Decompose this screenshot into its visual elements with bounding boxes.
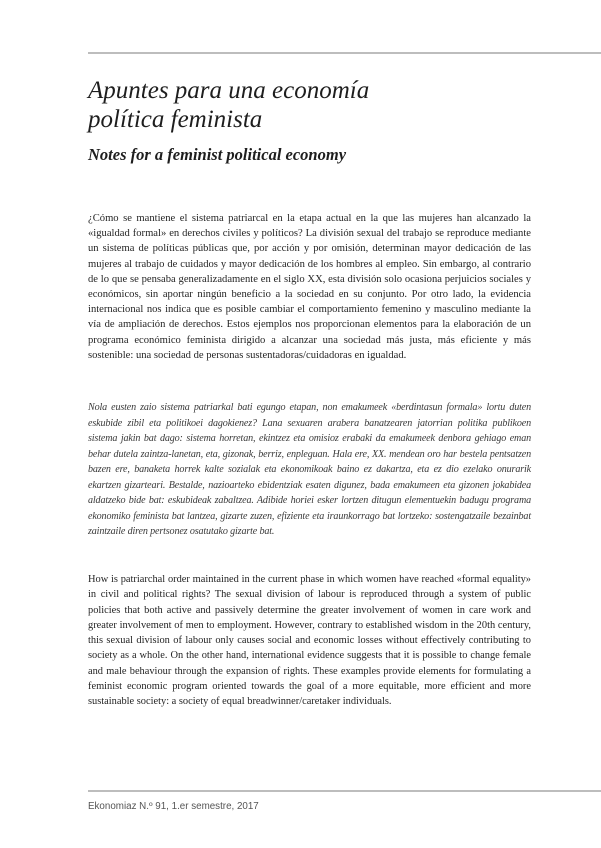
footer-rule <box>88 790 601 792</box>
abstract-spanish: ¿Cómo se mantiene el sistema patriarcal en la etapa actual en la que las mujeres han alcanzado la «igualdad formal» en derechos civiles y políticos? La división sexual del trabajo se reproduce mediante un sistema de políticas públicas que, por acción y por omisión, determinan mayor dedicación de las mujeres al trabajo de cuidados y mayor dedicación de los hombres al empleo. Sin embargo, al contrario de lo que se pensaba generalizadamente en el siglo XX, esta división solo ocasiona perjuicios sociales y económicos, sin aportar ningún beneficio a la sociedad en su conjunto. Por otro lado, la evidencia internacional nos indica que es posible cambiar el comportamiento femenino y masculino mediante la vía de ampliación de derechos. Estos ejemplos nos proporcionan elementos para la elaboración de un programa económico feminista dirigido a alcanzar una sociedad más justa, más eficiente y más sostenible: una sociedad de personas sustentadoras/cuidadoras en igualdad. <box>88 213 531 361</box>
abstract-basque: Nola eusten zaio sistema patriarkal bati egungo etapan, non emakumeek «berdintasun formala» lortu duten eskubide zibil eta politikoei dagokienez? Lana sexuaren arabera banatzearen jatorrian politika publikoen sistema jakin bat dago: sistema horretan, ekintzez eta omisioz erabaki da emakumeek denbora gehiago eman behar dutela zaintza-lanetan, eta, gizonak, berriz, enpleguan. Hala ere, XX. mendean oro har bestela pentsatzen bazen ere, banaketa horrek kalte sozialak eta ekonomikoak baino ez dakartza, eta ez dio ezelako onurarik ekartzen gizarteari. Bestalde, nazioarteko ebidentziak esaten digunez, bada emakumeen eta gizonen jokabidea aldatzeko bide bat: eskubideak zabaltzea. Adibide horiei esker lortzen ditugun elementuekin badugu programa ekonomiko feminista bat lantzea, gizarte zuzen, efiziente eta iraunkorrago bat lortzeko: sostengatzaile bezainbat zaintzaile diren pertsonez osatutako gizarte bat. <box>88 402 531 537</box>
article-title-line-2: política feminista <box>88 106 263 133</box>
footer-citation: Ekonomiaz N.º 91, 1.er semestre, 2017 <box>88 801 259 812</box>
top-rule <box>88 52 601 54</box>
abstract-english: How is patriarchal order maintained in the current phase in which women have reached «formal equality» in civil and political rights? The sexual division of labour is reproduced through a system of public policies that both active and passively determine the greater involvement of women in care work and greater involvement of men to employment. However, contrary to established wisdom in the 20th century, this sexual division of labour only causes social and economic losses without effectively contributing to society as a whole. On the other hand, international evidence suggests that it is possible to change female and male behaviour through the expansion of rights. These examples provide elements for formulating a feminist economic program oriented towards the goal of a more equitable, more efficient and more sustainable society: a society of equal breadwinner/caretaker individuals. <box>88 574 531 708</box>
article-title <box>88 76 558 134</box>
article-title-line-1: Apuntes para una economía <box>88 77 370 104</box>
article-subtitle: Notes for a feminist political economy <box>88 145 347 164</box>
